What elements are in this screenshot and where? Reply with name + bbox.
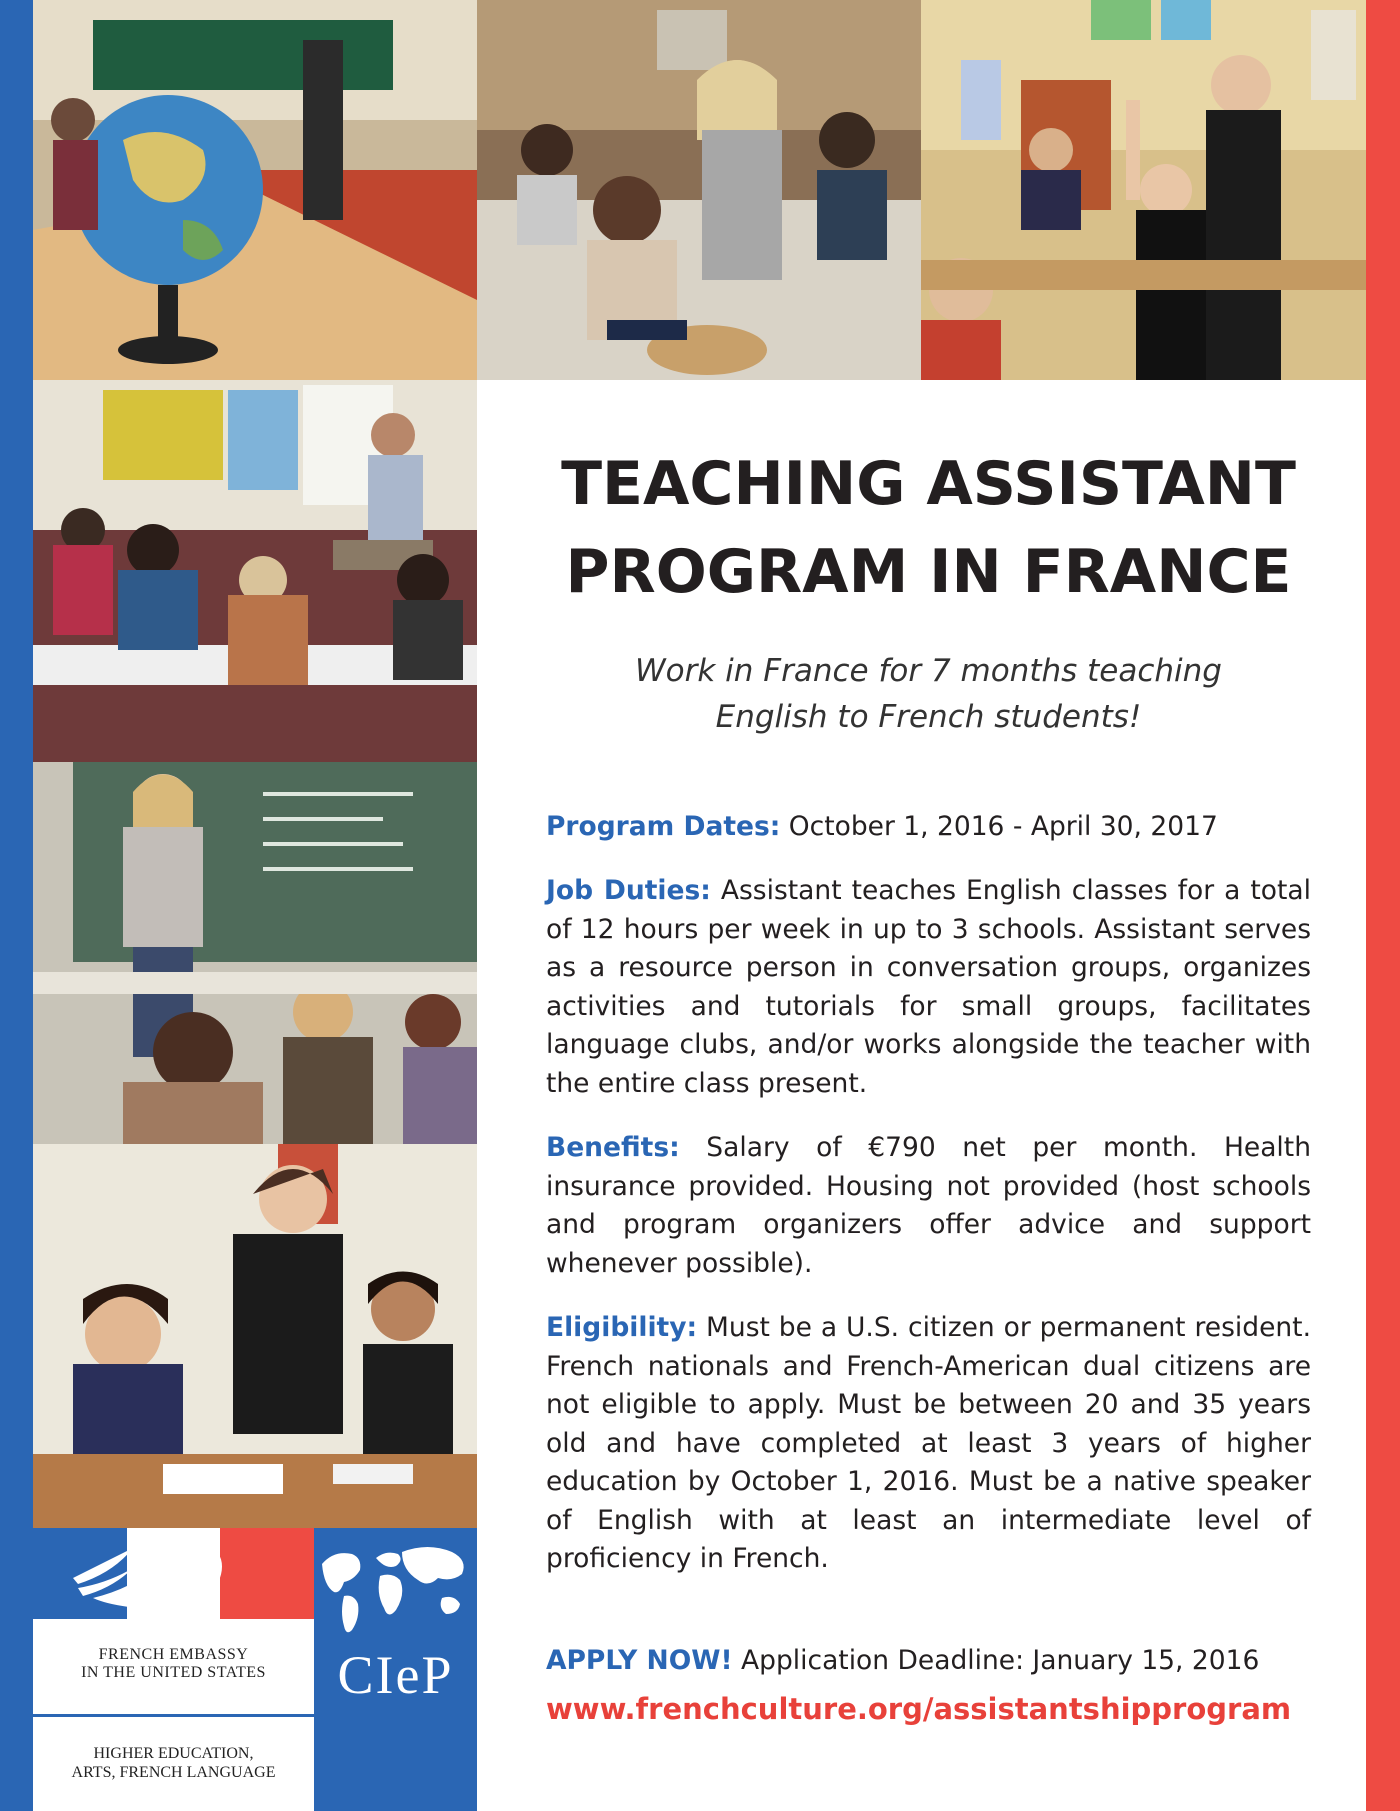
title-line-1: TEACHING ASSISTANT	[561, 449, 1296, 519]
program-dates-label: Program Dates:	[546, 811, 781, 842]
department-name	[33, 1744, 314, 1782]
subtitle-line-1: Work in France for 7 months teaching	[634, 653, 1222, 689]
french-embassy-logo	[33, 1528, 314, 1811]
application-deadline: Application Deadline: January 15, 2016	[741, 1645, 1260, 1676]
eligibility-label: Eligibility:	[546, 1312, 698, 1343]
apply-now	[546, 1642, 1311, 1680]
logo-divider	[33, 1714, 314, 1717]
department-line-2: ARTS, FRENCH LANGUAGE	[71, 1764, 276, 1781]
benefits	[546, 1129, 1311, 1283]
subtitle-line-2: English to French students!	[715, 699, 1142, 735]
title-line-2: PROGRAM IN FRANCE	[565, 537, 1292, 607]
program-dates-text: October 1, 2016 - April 30, 2017	[788, 811, 1218, 842]
marianne-icon	[73, 1528, 303, 1619]
ciep-wordmark: CIeP	[337, 1645, 454, 1705]
job-duties	[546, 872, 1311, 1103]
photo-students-teacher	[477, 0, 921, 380]
photo-classroom-kids-raising-hand	[921, 0, 1366, 380]
page-title	[546, 440, 1311, 616]
eligibility-text: Must be a U.S. citizen or permanent resident. French nationals and French-American dual citizens are not eligible to apply. Must be between 20 and 35 years old and have completed at least 3 years of higher education by October 1, 2016. Must be a native speaker of English with at least an intermediate level of proficiency in French.	[546, 1312, 1311, 1574]
ciep-logo	[314, 1528, 477, 1811]
apply-now-label: APPLY NOW!	[546, 1645, 733, 1676]
world-map-icon	[314, 1534, 477, 1644]
photo-teacher-chalkboard	[33, 762, 477, 1144]
right-red-band	[1366, 0, 1400, 1811]
left-blue-band	[0, 0, 33, 1811]
department-line-1: HIGHER EDUCATION,	[93, 1745, 254, 1762]
benefits-text: Salary of €790 net per month. Health insurance provided. Housing not provided (host schools and program organizers offer advice and support whenever possible).	[546, 1132, 1311, 1279]
logo-block	[33, 1528, 477, 1811]
job-duties-text: Assistant teaches English classes for a total of 12 hours per week in up to 3 schools. Assistant serves as a resource person in conversation groups, organizes activities and tutorials for small groups, facilitates language clubs, and/or works alongside the teacher with the entire class present.	[546, 875, 1311, 1099]
job-duties-label: Job Duties:	[546, 875, 711, 906]
embassy-name	[33, 1646, 314, 1682]
photo-teacher-seated-children	[33, 380, 477, 762]
photo-women-studying	[33, 1144, 477, 1528]
program-dates	[546, 808, 1311, 847]
photo-classroom-globe	[33, 0, 477, 380]
benefits-label: Benefits:	[546, 1132, 680, 1163]
eligibility	[546, 1309, 1311, 1579]
subtitle	[546, 648, 1311, 740]
program-url-link[interactable]: www.frenchculture.org/assistantshipprogram	[546, 1692, 1292, 1726]
embassy-line-1: FRENCH EMBASSY	[98, 1646, 249, 1663]
embassy-line-2: IN THE UNITED STATES	[81, 1664, 266, 1681]
